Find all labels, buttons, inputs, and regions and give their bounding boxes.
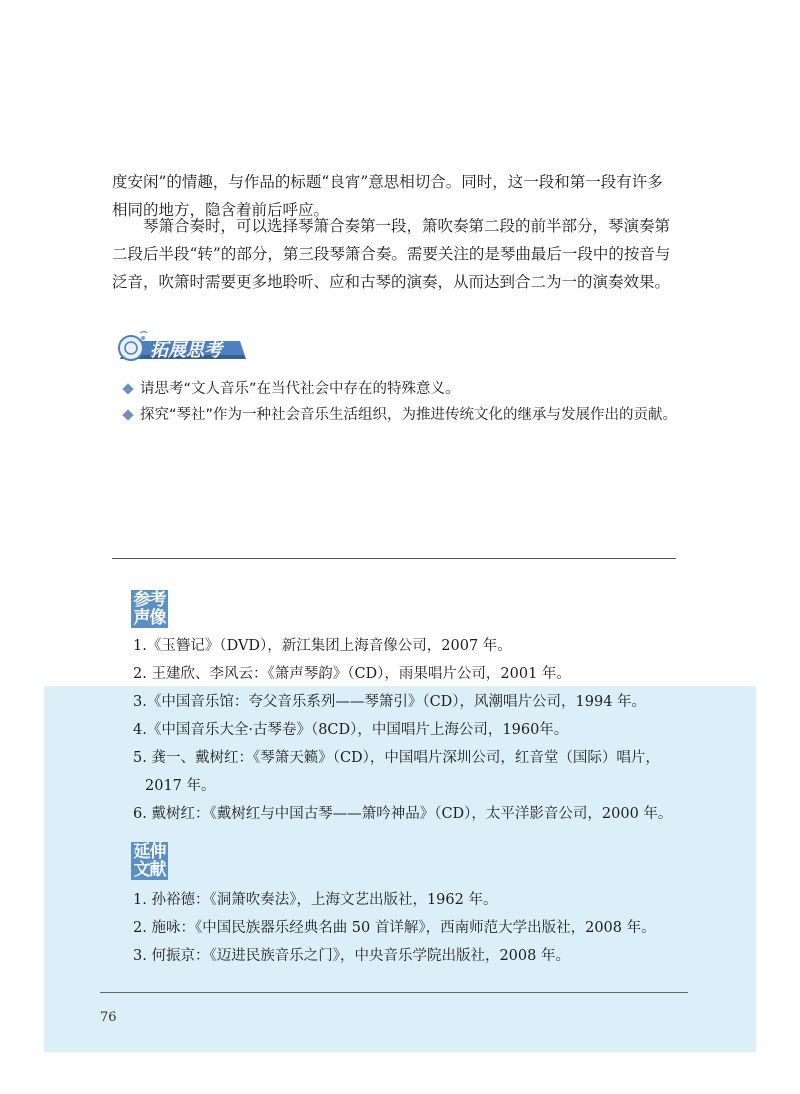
- list-item: [133, 914, 656, 942]
- body-paragraph-1: 度安闲”的情趣，与作品的标题“良宵”意思相切合。同时，这一段和第一段有许多相同的地方，隐含着前后呼应。: [112, 173, 663, 219]
- badge-line-1: 参考: [133, 590, 166, 610]
- badge-line-1: 延伸: [133, 842, 166, 862]
- extended-thinking-badge-icon: [112, 329, 250, 365]
- reference-av-badge: [131, 590, 168, 628]
- list-item: [133, 886, 656, 914]
- extended-thinking-title: 拓展思考: [150, 340, 222, 361]
- extended-thinking-list: [124, 376, 677, 428]
- thinking-item-text: 请思考“文人音乐”在当代社会中存在的特殊意义。: [140, 381, 460, 397]
- reference-av-list: [133, 632, 672, 828]
- extended-thinking-heading: [112, 329, 250, 365]
- list-item: [133, 632, 672, 660]
- reference-text: 5. 龚一、戴树红：《琴箫天籁》（CD），中国唱片深圳公司，红音堂（国际）唱片，: [133, 750, 660, 766]
- diamond-bullet-icon: [122, 383, 133, 394]
- list-item: [133, 942, 656, 970]
- reference-text: 6. 戴树红：《戴树红与中国古琴——箫吟神品》（CD），太平洋影音公司，2000 年。: [133, 806, 673, 822]
- footer-divider: [100, 992, 688, 993]
- reference-text-continuation: 2017 年。: [145, 778, 216, 794]
- reference-text: 2. 施咏：《中国民族器乐经典名曲 50 首详解》，西南师范大学出版社，2008 年。: [133, 920, 656, 936]
- reference-text: 1. 孙裕德：《洞箫吹奏法》，上海文艺出版社，1962 年。: [133, 892, 498, 908]
- badge-line-2: 声像: [133, 608, 166, 628]
- list-item: [124, 376, 677, 402]
- badge-line-2: 文献: [133, 860, 166, 880]
- reference-text: 3. 何振京：《迈进民族音乐之门》，中央音乐学院出版社，2008 年。: [133, 948, 570, 964]
- page-number: 76: [100, 1010, 117, 1025]
- body-paragraph-2: 琴箫合奏时，可以选择琴箫合奏第一段，箫吹奏第二段的前半部分，琴演奏第二段后半段“转”的部分，第三段琴箫合奏。需要关注的是琴曲最后一段中的按音与泛音，吹箫时需要更多地聆听、应和古琴的演奏，从而达到合二为一的演奏效果。: [112, 217, 671, 291]
- diamond-bullet-icon: [122, 409, 133, 420]
- section-divider: [112, 558, 676, 559]
- extended-literature-badge: [131, 842, 168, 880]
- list-item: [133, 688, 672, 716]
- thinking-item-text: 探究“琴社”作为一种社会音乐生活组织，为推进传统文化的继承与发展作出的贡献。: [140, 407, 678, 423]
- reference-text: 1.《玉簪记》（DVD），新江集团上海音像公司，2007 年。: [133, 638, 512, 654]
- list-item: [133, 744, 672, 800]
- list-item: [133, 660, 672, 688]
- list-item: [133, 800, 672, 828]
- list-item: [133, 716, 672, 744]
- list-item: [124, 402, 677, 428]
- reference-text: 2. 王建欣、李风云：《箫声琴韵》（CD），雨果唱片公司，2001 年。: [133, 666, 571, 682]
- reference-text: 4.《中国音乐大全·古琴卷》（8CD），中国唱片上海公司，1960年。: [133, 722, 569, 738]
- extended-literature-list: [133, 886, 656, 970]
- reference-text: 3.《中国音乐馆：夸父音乐系列——琴箫引》（CD），风潮唱片公司，1994 年。: [133, 694, 647, 710]
